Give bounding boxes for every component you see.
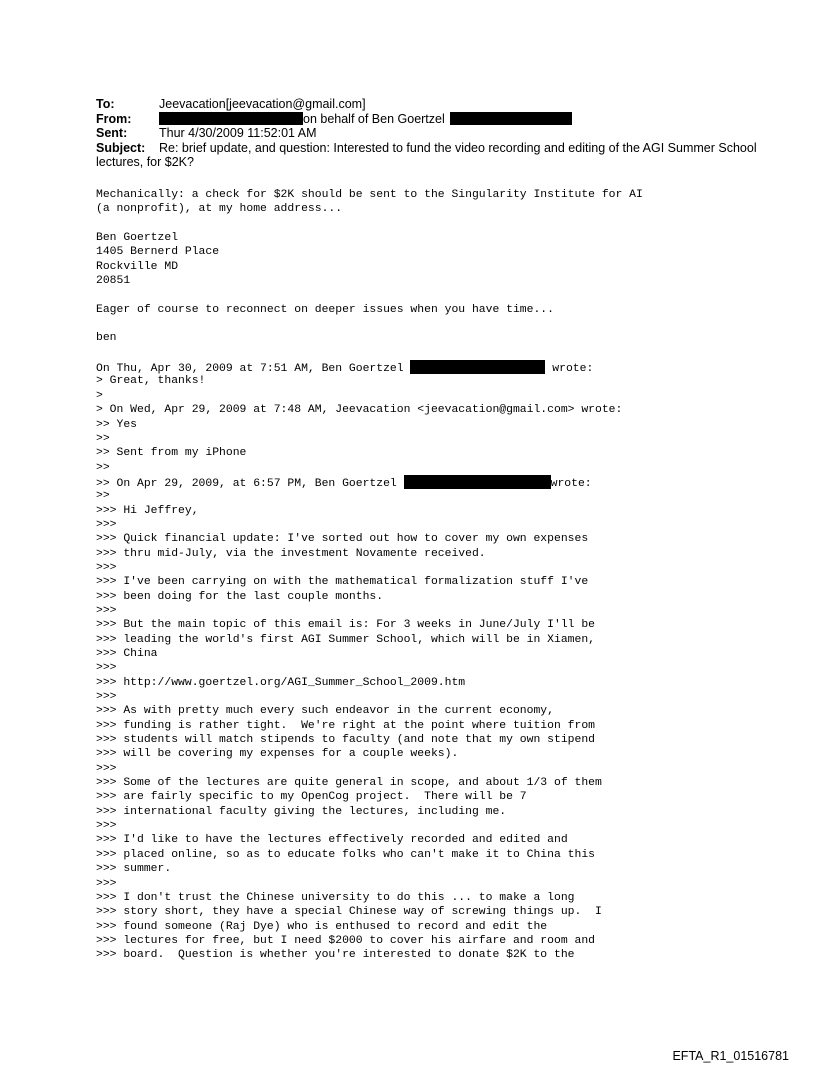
text-line: >>> bbox=[96, 820, 117, 833]
text-line: >>> http://www.goertzel.org/AGI_Summer_School_2009.htm bbox=[96, 676, 466, 689]
text-line: >>> students will match stipends to faculty (and note that my own stipend bbox=[96, 734, 595, 747]
subject-row bbox=[96, 141, 796, 170]
text-line: >>> bbox=[96, 518, 117, 531]
text-line: > Great, thanks! bbox=[96, 375, 206, 388]
sent-row bbox=[96, 126, 796, 141]
text-line: >>> board. Question is whether you're interested to donate $2K to the bbox=[96, 949, 575, 962]
text-line: >>> summer. bbox=[96, 863, 172, 876]
text-line bbox=[96, 217, 796, 231]
text-line: >>> found someone (Raj Dye) who is enthused to record and edit the bbox=[96, 920, 548, 933]
redaction-block bbox=[159, 112, 303, 125]
quote-attribution-text: >> On Apr 29, 2009, at 6:57 PM, Ben Goertzel bbox=[96, 477, 404, 490]
text-line: 1405 Bernerd Place bbox=[96, 246, 220, 259]
from-value: on behalf of Ben Goertzel bbox=[303, 111, 445, 126]
subject-value: Re: brief update, and question: Interested to fund the video recording and editing of the AGI Summer School lectures, for $2K? bbox=[96, 140, 757, 169]
text-line: >>> China bbox=[96, 648, 158, 660]
text-line: >>> bbox=[96, 877, 117, 890]
text-line bbox=[96, 317, 796, 331]
text-line: >>> funding is rather tight. We're right at the point where tuition from bbox=[96, 719, 595, 732]
text-line: >>> thru mid-July, via the investment Novamente received. bbox=[96, 547, 486, 560]
text-line: >>> Quick financial update: I've sorted out how to cover my own expenses bbox=[96, 533, 589, 546]
text-line: Ben Goertzel bbox=[96, 232, 179, 245]
to-label: To: bbox=[96, 97, 115, 111]
quote-attribution-line bbox=[96, 360, 796, 374]
to-value: Jeevacation[jeevacation@gmail.com] bbox=[159, 97, 366, 111]
from-label: From: bbox=[96, 111, 132, 126]
text-line: >>> bbox=[96, 561, 117, 574]
text-line bbox=[96, 288, 796, 302]
redaction-block bbox=[404, 475, 551, 489]
text-line: >>> placed online, so as to educate folks who can't make it to China this bbox=[96, 848, 595, 861]
text-line bbox=[96, 346, 796, 360]
quote-attribution-text: On Thu, Apr 30, 2009 at 7:51 AM, Ben Goertzel bbox=[96, 363, 411, 376]
email-header bbox=[96, 97, 796, 170]
redaction-block bbox=[410, 360, 545, 374]
text-line: >> Yes bbox=[96, 418, 138, 431]
text-line: >>> international faculty giving the lectures, including me. bbox=[96, 805, 507, 818]
text-line: >>> bbox=[96, 662, 117, 675]
text-line: >> bbox=[96, 490, 110, 503]
quoted-lines bbox=[96, 374, 796, 474]
quoted-lines bbox=[96, 489, 796, 962]
text-line: Rockville MD bbox=[96, 260, 179, 273]
text-line: >> bbox=[96, 461, 110, 474]
sent-value: Thur 4/30/2009 11:52:01 AM bbox=[159, 126, 317, 140]
text-line: > bbox=[96, 389, 103, 402]
text-line: >>> I've been carrying on with the mathematical formalization stuff I've bbox=[96, 576, 589, 589]
quote-attribution-line bbox=[96, 475, 796, 489]
text-line: ben bbox=[96, 332, 117, 345]
text-line: >>> bbox=[96, 604, 117, 617]
email-body bbox=[96, 188, 796, 963]
text-line: >>> But the main topic of this email is: For 3 weeks in June/July I'll be bbox=[96, 619, 595, 632]
to-row bbox=[96, 97, 796, 112]
text-line: >>> As with pretty much every such endeavor in the current economy, bbox=[96, 705, 554, 718]
text-line: >> bbox=[96, 432, 110, 445]
text-line: >>> been doing for the last couple months. bbox=[96, 590, 384, 603]
from-row bbox=[96, 112, 796, 127]
text-line: >>> lectures for free, but I need $2000 to cover his airfare and room and bbox=[96, 934, 595, 947]
quote-attribution-wrote: wrote: bbox=[545, 363, 594, 376]
redaction-block bbox=[450, 112, 572, 125]
sent-label: Sent: bbox=[96, 126, 128, 140]
text-line: >>> I'd like to have the lectures effectively recorded and edited and bbox=[96, 834, 568, 847]
subject-label: Subject: bbox=[96, 140, 146, 155]
text-line: >> Sent from my iPhone bbox=[96, 447, 247, 460]
text-line: >>> story short, they have a special Chinese way of screwing things up. I bbox=[96, 906, 602, 919]
text-line: Eager of course to reconnect on deeper issues when you have time... bbox=[96, 303, 554, 316]
quote-attribution-wrote: wrote: bbox=[550, 477, 592, 490]
text-line: >>> bbox=[96, 762, 117, 775]
text-line: (a nonprofit), at my home address... bbox=[96, 203, 343, 216]
document-id: EFTA_R1_01516781 bbox=[672, 1049, 789, 1063]
text-line: >>> are fairly specific to my OpenCog project. There will be 7 bbox=[96, 791, 527, 804]
text-line: >>> leading the world's first AGI Summer School, which will be in Xiamen, bbox=[96, 633, 595, 646]
text-line: > On Wed, Apr 29, 2009 at 7:48 AM, Jeevacation <jeevacation@gmail.com> wrote: bbox=[96, 404, 623, 417]
body-paragraphs bbox=[96, 188, 796, 360]
text-line: >>> I don't trust the Chinese university to do this ... to make a long bbox=[96, 891, 575, 904]
text-line: Mechanically: a check for $2K should be sent to the Singularity Institute for AI bbox=[96, 189, 643, 201]
text-line: >>> bbox=[96, 691, 117, 704]
text-line: >>> Some of the lectures are quite general in scope, and about 1/3 of them bbox=[96, 777, 602, 790]
text-line: >>> Hi Jeffrey, bbox=[96, 504, 199, 517]
text-line: 20851 bbox=[96, 275, 131, 288]
text-line: >>> will be covering my expenses for a couple weeks). bbox=[96, 748, 459, 761]
